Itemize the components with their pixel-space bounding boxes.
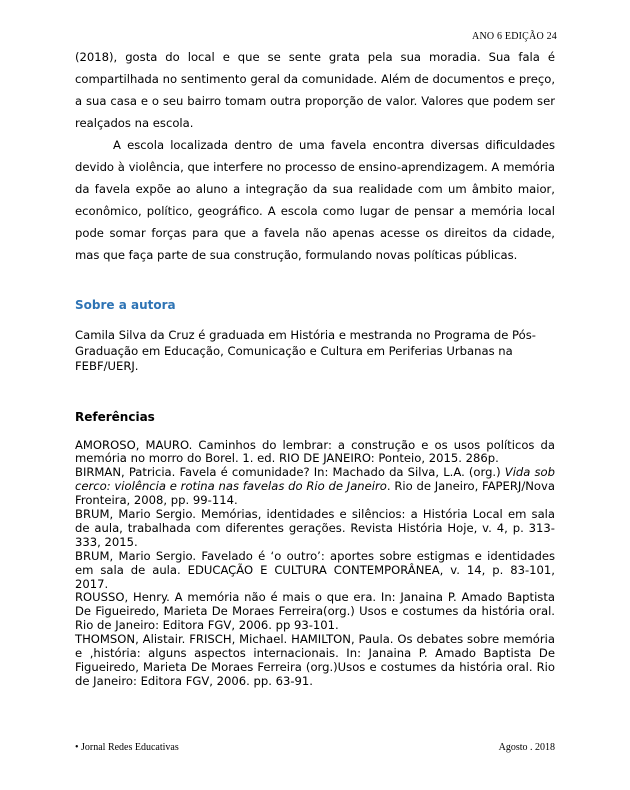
reference-item <box>75 466 555 508</box>
reference-text: . Rio de Janeiro, FAPERJ/Nova Fronteira, 2008, pp. 99-114. <box>75 479 555 508</box>
body-paragraph-1: (2018), gosta do local e que se sente grata pela sua moradia. Sua fala é compartilhada no sentimento geral da comunidade. Além de documentos e preço, a sua casa e o seu bairro tomam outra proporção de valor. Valores que podem ser realçados na escola. <box>75 50 555 130</box>
references-heading: Referências <box>75 409 155 424</box>
about-author-text: Camila Silva da Cruz é graduada em História e mestranda no Programa de Pós-Graduação em Educação, Comunicação e Cultura em Periferias Urbanas na FEBF/UERJ. <box>75 328 536 373</box>
page-content <box>75 46 555 689</box>
footer-date: Agosto . 2018 <box>498 742 555 753</box>
about-author-heading: Sobre a autora <box>75 298 176 312</box>
running-header: ANO 6 EDIÇÃO 24 <box>472 31 557 42</box>
reference-item: BRUM, Mario Sergio. Favelado é ‘o outro’: aportes sobre estigmas e identidades em sala de aula. EDUCAÇÃO E CULTURA CONTEMPORÂNEA, v. 14, p. 83-101, 2017. <box>75 548 555 591</box>
reference-item: AMOROSO, MAURO. Caminhos do lembrar: a construção e os usos políticos da memória no morro do Borel. 1. ed. RIO DE JANEIRO: Ponteio, 2015. 286p. <box>75 437 555 466</box>
footer-journal-name: • Jornal Redes Educativas <box>75 742 179 753</box>
reference-item: ROUSSO, Henry. A memória não é mais o que era. In: Janaina P. Amado Baptista De Figueiredo, Marieta De Moraes Ferreira(org.) Usos e costumes da história oral. Rio de Janeiro: Editora FGV, 2006. pp 93-101. <box>75 590 555 633</box>
reference-item: THOMSON, Alistair. FRISCH, Michael. HAMILTON, Paula. Os debates sobre memória e ,história: alguns aspectos internacionais. In: Janaina P. Amado Baptista De Figueiredo, Marieta De Moraes Ferreira (org.)Usos e costumes da história oral. Rio de Janeiro: Editora FGV, 2006. pp. 63-91. <box>75 632 555 688</box>
body-paragraph-2: A escola localizada dentro de uma favela encontra diversas dificuldades devido à violência, que interfere no processo de ensino-aprendizagem. A memória da favela expõe ao aluno a integração da sua realidade com um âmbito maior, econômico, político, geográfico. A escola como lugar de pensar a memória local pode somar forças para que a favela não apenas acesse os direitos da cidade, mas que faça parte de sua construção, formulando novas políticas públicas. <box>75 138 555 262</box>
reference-book-title: Vida sob cerco: violência e rotina nas favelas do Rio de Janeiro <box>75 465 556 494</box>
references-list <box>75 439 555 689</box>
reference-item: BRUM, Mario Sergio. Memórias, identidades e silêncios: a História Local em sala de aula, trabalhada com diferentes gerações. Revista História Hoje, v. 4, p. 313-333, 2015. <box>75 507 555 549</box>
reference-text: BIRMAN, Patricia. Favela é comunidade? In: Machado da Silva, L.A. (org.) <box>75 465 505 480</box>
